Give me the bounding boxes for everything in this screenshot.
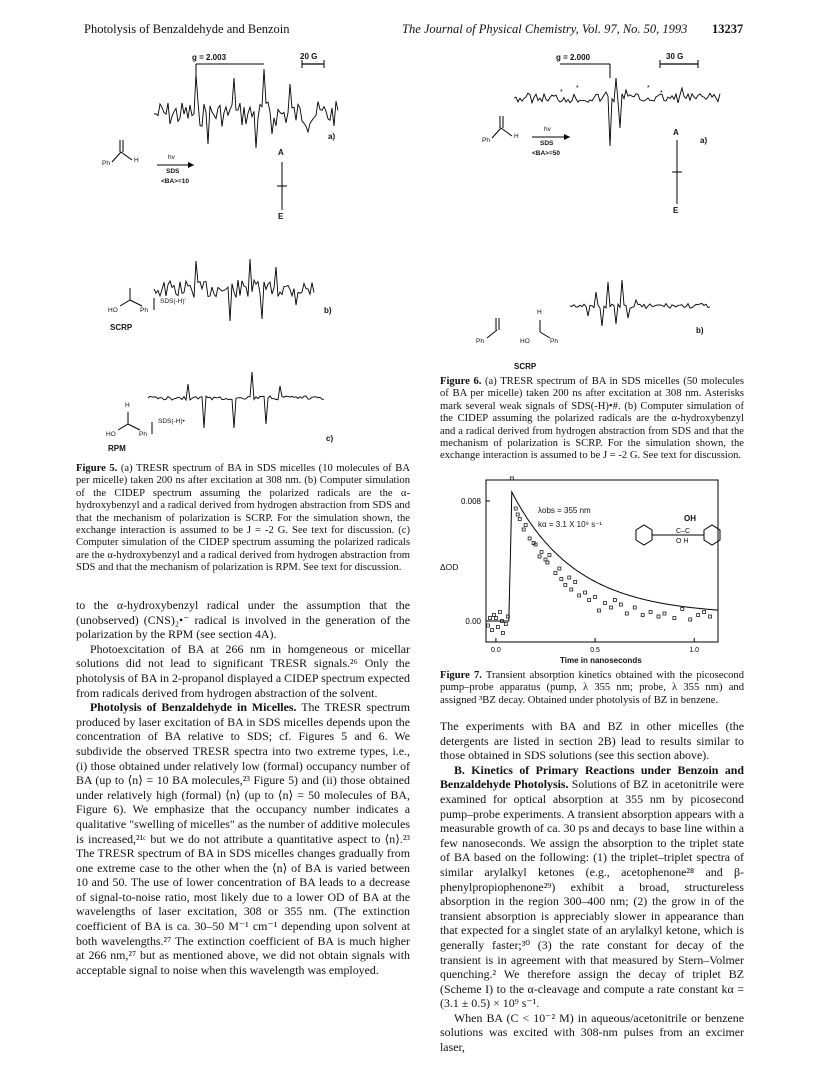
data-point xyxy=(598,609,601,612)
data-point xyxy=(558,567,561,570)
data-point xyxy=(619,603,622,606)
ho-label: HO xyxy=(108,307,118,314)
x-axis-label: Time in nanoseconds xyxy=(560,656,642,665)
g-marker-label: g = 2.003 xyxy=(192,53,227,62)
absorption-label: A xyxy=(278,148,284,157)
data-point xyxy=(538,555,541,558)
paragraph xyxy=(76,700,410,977)
left-column-text xyxy=(76,598,410,977)
absorption-label: A xyxy=(673,128,679,137)
right-column-text xyxy=(440,719,744,1055)
paragraph: The experiments with BA and BZ in other micelles (the detergents are listed in section 2B) lead to results similar to those obtained in SDS solutions (see this section above). xyxy=(440,719,744,763)
sds-label: SDS xyxy=(166,168,180,175)
x-tick-label: 1.0 xyxy=(689,647,700,654)
hv-label: hv xyxy=(168,154,175,161)
x-tick-label: 0.0 xyxy=(491,647,501,654)
svg-text:*: * xyxy=(660,90,663,97)
panel-a-label: a) xyxy=(700,136,708,145)
mechanism-scrp-label: SCRP xyxy=(514,362,537,371)
data-point xyxy=(625,612,628,615)
emission-label: E xyxy=(278,212,284,221)
paragraph: Photoexcitation of BA at 266 nm in homgeneous or micellar solutions did not lead to significant TRESR signals.²⁶ Only the photolysis of BA in 2-propanol displayed a CIDEP spectrum expected from radicals derived from hydrogen abstraction of the solvent. xyxy=(76,641,410,700)
section-heading: Photolysis of Benzaldehyde in Micelles. xyxy=(90,700,297,715)
section-heading: B. Kinetics of Primary Reactions under Benzoin and Benzaldehyde Photolysis. xyxy=(440,762,744,792)
caption-text: (a) TRESR spectrum of BA in SDS micelles (50 molecules of BA per micelle) taken 200 ns after excitation at 308 nm. Asterisks mark several weak signals of SDS(-H)•#. (b) Computer simulation of the CIDEP assuming the polarized radicals are the α-hydroxybenzyl and a radical derived from hydrogen abstraction from SDS and that the mechanism of polarization is SCRP. For the simulation shown, the exchange interaction is assumed to be J = -2 G. See text for discussion. xyxy=(440,376,744,462)
data-point xyxy=(496,626,499,629)
ho-label: HO xyxy=(520,338,530,345)
benzene-ring-icon xyxy=(636,525,652,545)
data-point xyxy=(560,578,563,581)
data-point xyxy=(613,599,616,602)
data-point xyxy=(578,594,581,597)
data-point xyxy=(703,611,706,614)
figure-6-graphic xyxy=(470,44,750,374)
data-point xyxy=(681,608,684,611)
h-label: H xyxy=(134,157,139,164)
data-point xyxy=(564,584,567,587)
data-point xyxy=(697,614,700,617)
ph-label: Ph xyxy=(550,338,558,345)
data-point xyxy=(663,612,666,615)
h-label: H xyxy=(125,402,130,409)
rate-annotation: kα = 3.1 X 10⁹ s⁻¹ xyxy=(538,520,603,529)
panel-a-label: a) xyxy=(328,132,336,141)
data-point xyxy=(548,554,551,557)
y-axis-label: ΔOD xyxy=(440,562,459,572)
data-point xyxy=(490,629,493,632)
data-point xyxy=(673,617,676,620)
caption-text: Transient absorption kinetics obtained with the picosecond pump–probe apparatus (pump, λ 355 nm; probe, λ 355 nm) and assigned ³BZ decay. Obtained under photolysis of BZ in benzene. xyxy=(440,670,744,706)
hv-label: hv xyxy=(544,126,551,133)
panel-c-label: c) xyxy=(326,434,334,443)
data-point xyxy=(501,632,504,635)
ph-label: Ph xyxy=(476,338,484,345)
g-marker-label: g = 2.000 xyxy=(556,53,591,62)
data-point xyxy=(514,507,517,510)
y-tick-label: 0.008 xyxy=(460,497,481,506)
data-point xyxy=(504,623,507,626)
data-point xyxy=(524,524,527,527)
figure-6-caption xyxy=(440,376,744,463)
page-number: 13237 xyxy=(712,22,744,36)
h-label: H xyxy=(514,133,519,140)
y-tick-label: 0.00 xyxy=(465,617,481,626)
ph-label: Ph xyxy=(140,307,148,314)
data-point xyxy=(709,615,712,618)
figure-5-caption xyxy=(76,463,410,575)
data-point xyxy=(570,588,573,591)
data-point xyxy=(540,551,543,554)
data-point xyxy=(603,602,606,605)
caption-label: Figure 6. xyxy=(440,376,482,387)
data-point xyxy=(649,611,652,614)
data-point xyxy=(546,561,549,564)
data-point xyxy=(544,558,547,561)
figure-7-caption xyxy=(440,670,744,707)
plot-frame xyxy=(486,480,718,642)
emission-label: E xyxy=(673,206,679,215)
data-point xyxy=(657,615,660,618)
svg-text:*: * xyxy=(576,85,579,92)
figure-7-chart xyxy=(440,470,740,670)
oh-label: OH xyxy=(684,514,696,523)
data-point xyxy=(498,611,501,614)
scale-label: 30 G xyxy=(666,52,684,61)
data-point xyxy=(492,614,495,617)
svg-text:*: * xyxy=(560,89,563,96)
running-header-title: Photolysis of Benzaldehyde and Benzoin xyxy=(84,22,290,36)
figure-5-graphic xyxy=(84,44,384,464)
data-point xyxy=(633,606,636,609)
scale-label: 20 G xyxy=(300,52,318,61)
data-point xyxy=(522,528,525,531)
caption-text: (a) TRESR spectrum of BA in SDS micelles (10 molecules of BA per micelle) taken 200 ns after excitation at 308 nm. (b) Computer simulation of the CIDEP spectrum assuming the polarized radicals are the α-hydroxybenzyl and a radical derived from hydrogen abstraction from SDS and that the mechanism of polarization is SCRP. For the simulation shown, the exchange interaction is assumed to be J = -2 G. See text for discussion. (c) Computer simulation of the CIDEP spectrum assuming the polarized radicals are the α-hydroxybenzyl and a radical derived from hydrogen abstraction from SDS and that the mechanism of polarization is RPM. See text for discussion. xyxy=(76,463,410,574)
h-label: H xyxy=(537,309,542,316)
data-point xyxy=(689,618,692,621)
figure-5 xyxy=(84,44,384,464)
mechanism-scrp-label: SCRP xyxy=(110,323,133,332)
data-point xyxy=(516,513,519,516)
data-point xyxy=(609,606,612,609)
data-point xyxy=(554,572,557,575)
ho-label: HO xyxy=(106,431,116,438)
sds-radical-label: SDS(-H)• xyxy=(158,418,185,425)
panel-b-label: b) xyxy=(324,306,332,315)
figure-6 xyxy=(470,44,750,374)
data-point xyxy=(488,617,491,620)
ph-label: Ph xyxy=(102,160,110,167)
data-point xyxy=(568,576,571,579)
data-point xyxy=(486,624,489,627)
paragraph xyxy=(440,763,744,1011)
mechanism-rpm-label: RPM xyxy=(108,444,126,453)
data-point xyxy=(494,617,497,620)
ph-label: Ph xyxy=(139,431,147,438)
caption-label: Figure 5. xyxy=(76,463,118,474)
fit-curve xyxy=(486,492,718,621)
journal-citation: The Journal of Physical Chemistry, Vol. 97, No. 50, 1993 xyxy=(402,22,688,36)
lambda-annotation: λobs = 355 nm xyxy=(538,506,591,515)
paragraph: When BA (C < 10⁻² M) in aqueous/acetonitrile or benzene solutions was excited with 308-nm pulses from an excimer laser, xyxy=(440,1010,744,1055)
ba-occupancy-label: <BA>=50 xyxy=(532,150,561,157)
paragraph-text: Solutions of BZ in acetonitrile were examined for optical absorption at 355 nm by picosecond pump–probe experiments. A transient absorption appears with a measurable growth of ca. 30 ps and decays to base line within a few nanoseconds. We assign the absorption to the triplet state of BA based on the following: (1) the triplet–triplet spectra of similar arylalkyl ketones (e.g., acetophenone²⁸ and β-phenylpropiophenone²⁹) exhibit a broad, structureless absorption in the region 300–400 nm; (2) the grow in of the transient absorption is appreciably slower in appearance than that expected for a singlet state of an arylalkyl ketone, which is generally faster;³⁰ (3) the rate constant for decay of the transient is in agreement with that measured by Stern–Volmer quenching.² We therefore assign the decay of triplet BZ (Scheme I) to the α-cleavage and compute a rate constant kα = (3.1 ± 0.5) × 10⁹ s⁻¹. xyxy=(440,777,745,1011)
panel-b-label: b) xyxy=(696,326,704,335)
data-point xyxy=(641,614,644,617)
paragraph-text: The TRESR spectrum produced by laser excitation of BA in SDS micelles depends upon the concentration of BA relative to SDS; cf. Figures 5 and 6. We subdivide the observed TRESR spectra into two extreme types, i.e., (i) those obtained under relatively low (formal) occupancy number of BA (up to ⟨n⟩ = 10 BA molecules,²³ Figure 5) and (ii) those obtained under relatively high (formal) ⟨n⟩ (up to ⟨n⟩ = 50 molecules of BA, Figure 6). We emphasize that the occupancy number indicates a qualitative "swelling of micelles" as the number of additive molecules is increased,²¹ᶜ but we do not attribute a quantitative aspect to ⟨n⟩.²³ The TRESR spectrum of BA in SDS micelles changes gradually from one extreme case to the other when the ⟨n⟩ of BA is varied between 10 and 50. The use of lower concentration of BA leads to a decrease of signal-to-noise ratio, most likely due to a lower OD of BA at the wavelengths of laser excitation, 308 or 355 nm. (The extinction coefficient of BA is ca. 30–50 M⁻¹ cm⁻¹ depending upon solvent at both wavelengths.²⁷ The extinction coefficient of BA is much higher at 266 nm,²⁷ but as mentioned above, we did not obtain signals with acceptable signal to noise when this wavelength was employed. xyxy=(76,700,410,977)
sds-radical-label: SDS(-H)' xyxy=(160,298,186,305)
ph-label: Ph xyxy=(482,137,490,144)
data-point xyxy=(588,599,591,602)
data-point xyxy=(574,581,577,584)
data-point xyxy=(584,591,587,594)
data-point xyxy=(518,518,521,521)
sds-label: SDS xyxy=(540,140,554,147)
data-point xyxy=(594,596,597,599)
structure-bond-label: C–C xyxy=(676,528,691,535)
ba-occupancy-label: <BA>=10 xyxy=(161,178,190,185)
caption-label: Figure 7. xyxy=(440,670,482,681)
structure-sub-label: O H xyxy=(676,538,689,545)
x-tick-label: 0.5 xyxy=(590,647,600,654)
paragraph: to the α-hydroxybenzyl radical under the assumption that the (unobserved) (CNS)₂•⁻ radical is involved in the generation of the polarization by the RPM (see section 4A). xyxy=(76,598,410,642)
chart-svg xyxy=(440,470,740,670)
svg-text:*: * xyxy=(647,85,650,92)
data-point xyxy=(528,537,531,540)
